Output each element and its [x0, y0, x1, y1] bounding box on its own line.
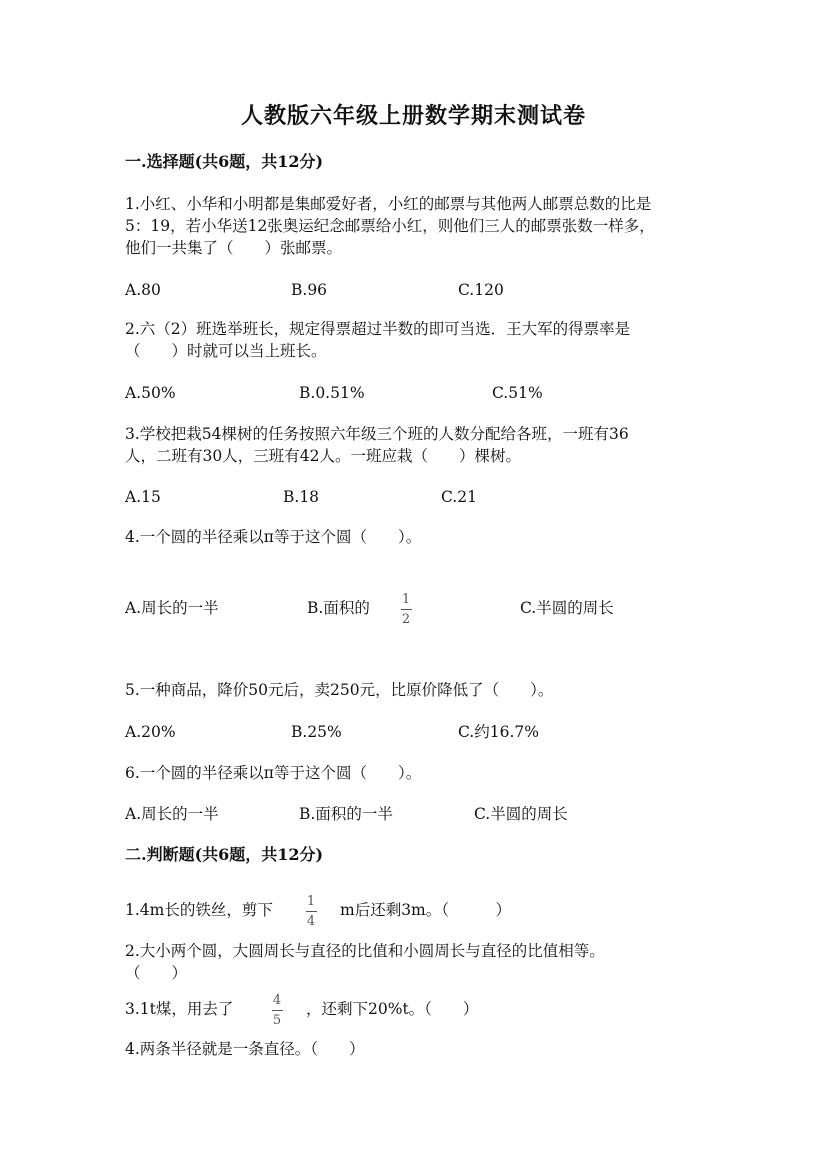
q6-option-a: A.周长的一半	[125, 805, 219, 823]
fraction-bar	[306, 911, 317, 912]
q4-text-line1: 4.一个圆的半径乘以π等于这个圆（ ）。	[125, 528, 422, 546]
fraction-denominator: 2	[401, 612, 411, 627]
q1-text-line2: 5：19，若小华送12张奥运纪念邮票给小红，则他们三人的邮票张数一样多，	[125, 217, 655, 235]
j1-text-post: m后还剩3m。（ ）	[340, 901, 512, 919]
page-title: 人教版六年级上册数学期末测试卷	[240, 103, 586, 129]
j3-text-pre: 3.1t煤，用去了	[125, 1000, 234, 1018]
q3-text-line1: 3.学校把栽54棵树的任务按照六年级三个班的人数分配给各班，一班有36	[125, 425, 629, 443]
q2-text-line2: （ ）时就可以当上班长。	[125, 342, 327, 360]
fraction-denominator: 4	[306, 914, 316, 929]
q4-option-b: B.面积的	[307, 599, 370, 617]
q2-text-line1: 2.六（2）班选举班长，规定得票超过半数的即可当选．王大军的得票率是	[125, 320, 631, 338]
q1-option-a: A.80	[125, 281, 161, 299]
q3-option-c: C.21	[441, 488, 477, 506]
fraction-numerator: 4	[272, 993, 282, 1008]
q3-option-a: A.15	[125, 488, 161, 506]
section-heading-choice: 一.选择题(共6题，共12分)	[125, 152, 324, 171]
q4-option-c: C.半圆的周长	[520, 599, 614, 617]
q6-text-line1: 6.一个圆的半径乘以π等于这个圆（ ）。	[125, 764, 422, 782]
q5-option-a: A.20%	[125, 723, 176, 741]
fraction-bar	[272, 1010, 283, 1011]
j3-fraction	[269, 994, 285, 1027]
fraction-numerator: 1	[401, 592, 411, 607]
j4-text-line1: 4.两条半径就是一条直径。（ ）	[125, 1040, 365, 1058]
q3-option-b: B.18	[283, 488, 320, 506]
j2-text-line1: 2.大小两个圆，大圆周长与直径的比值和小圆周长与直径的比值相等。	[125, 942, 605, 960]
j2-text-line2: （ ）	[125, 964, 188, 982]
q1-option-b: B.96	[291, 281, 328, 299]
q5-option-c: C.约16.7%	[458, 723, 539, 741]
q6-option-b: B.面积的一半	[299, 805, 393, 823]
q5-text-line1: 5.一种商品，降价50元后，卖250元，比原价降低了（ ）。	[125, 681, 554, 699]
j3-text-post: ，还剩下20%t。（ ）	[306, 1000, 479, 1018]
q6-option-c: C.半圆的周长	[474, 805, 568, 823]
q1-text-line1: 1.小红、小华和小明都是集邮爱好者，小红的邮票与其他两人邮票总数的比是	[125, 195, 652, 213]
q1-option-c: C.120	[458, 281, 504, 299]
fraction-denominator: 5	[272, 1013, 282, 1028]
section-heading-judgement: 二.判断题(共6题，共12分)	[125, 845, 324, 864]
q4-option-b-fraction	[398, 593, 414, 626]
j1-fraction	[303, 895, 319, 928]
q2-option-b: B.0.51%	[299, 384, 365, 402]
q1-text-line3: 他们一共集了（ ）张邮票。	[125, 239, 343, 257]
fraction-numerator: 1	[306, 894, 316, 909]
fraction-bar	[401, 609, 412, 610]
q2-option-c: C.51%	[492, 384, 543, 402]
q5-option-b: B.25%	[291, 723, 342, 741]
q4-option-a: A.周长的一半	[125, 599, 219, 617]
q2-option-a: A.50%	[125, 384, 176, 402]
q3-text-line2: 人，二班有30人，三班有42人。一班应栽（ ）棵树。	[125, 447, 521, 465]
j1-text-pre: 1.4m长的铁丝，剪下	[125, 901, 273, 919]
